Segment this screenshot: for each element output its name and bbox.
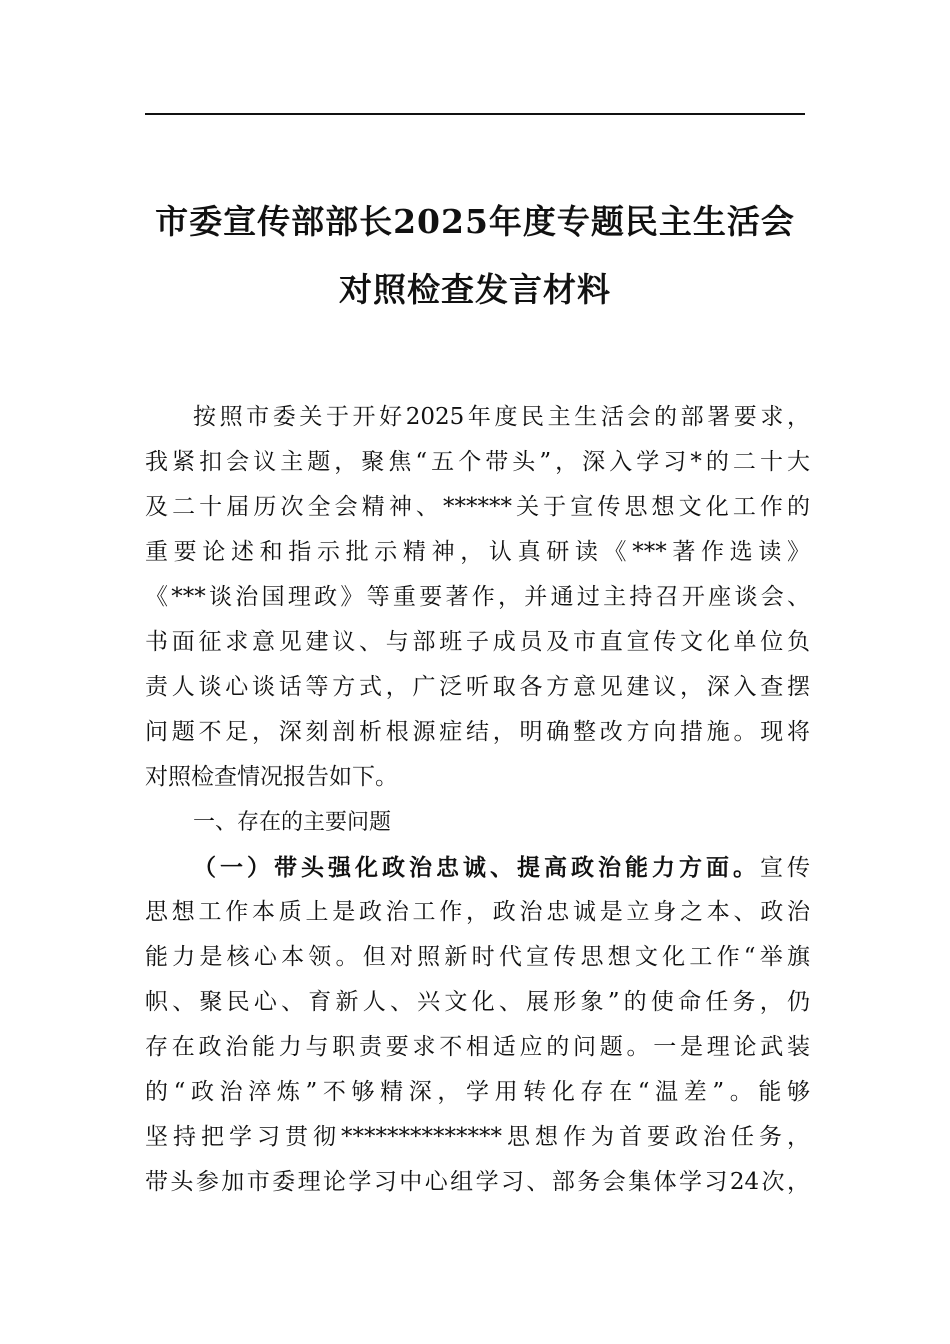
paragraph-1-line: 我紧扣会议主题，聚焦“五个带头”，深入学习*的二十大 bbox=[145, 449, 810, 475]
paragraph-2-line: 存在政治能力与职责要求不相适应的问题。一是理论武装 bbox=[145, 1034, 810, 1060]
paragraph-1-line: 对照检查情况报告如下。 bbox=[145, 764, 398, 790]
paragraph-2-line: 能力是核心本领。但对照新时代宣传思想文化工作“举旗 bbox=[145, 944, 810, 970]
paragraph-1-line: 责人谈心谈话等方式，广泛听取各方意见建议，深入查摆 bbox=[145, 674, 810, 700]
document-title-line-2: 对照检查发言材料 bbox=[339, 270, 611, 309]
subsection-lead-tail: 宣传 bbox=[760, 855, 810, 881]
paragraph-2-line: 的“政治淬炼”不够精深，学用转化存在“温差”。能够 bbox=[145, 1079, 810, 1105]
section-heading: 一、存在的主要问题 bbox=[193, 810, 392, 835]
subsection-lead: （一）带头强化政治忠诚、提高政治能力方面。 bbox=[193, 854, 760, 881]
paragraph-1-line: 重要论述和指示批示精神，认真研读《***著作选读》 bbox=[145, 539, 810, 565]
paragraph-1-line: 书面征求意见建议、与部班子成员及市直宣传文化单位负 bbox=[145, 629, 810, 655]
subsection-heading-line bbox=[145, 845, 810, 890]
document-title-line-1: 市委宣传部部长2025年度专题民主生活会 bbox=[155, 202, 795, 241]
paragraph-1-line: 《***谈治国理政》等重要著作，并通过主持召开座谈会、 bbox=[145, 584, 810, 610]
paragraph-1-line: 按照市委关于开好2025年度民主生活会的部署要求， bbox=[193, 404, 810, 430]
paragraph-2-line: 带头参加市委理论学习中心组学习、部务会集体学习24次， bbox=[145, 1169, 810, 1195]
header-rule bbox=[145, 113, 805, 115]
paragraph-1-line: 及二十届历次全会精神、******关于宣传思想文化工作的 bbox=[145, 494, 810, 520]
paragraph-2-line: 思想工作本质上是政治工作，政治忠诚是立身之本、政治 bbox=[145, 899, 810, 925]
paragraph-2-line: 帜、聚民心、育新人、兴文化、展形象”的使命任务，仍 bbox=[145, 989, 810, 1015]
paragraph-2-line: 坚持把学习贯彻**************思想作为首要政治任务， bbox=[145, 1124, 810, 1150]
paragraph-1-line: 问题不足，深刻剖析根源症结，明确整改方向措施。现将 bbox=[145, 719, 810, 745]
document-body bbox=[145, 395, 810, 1205]
